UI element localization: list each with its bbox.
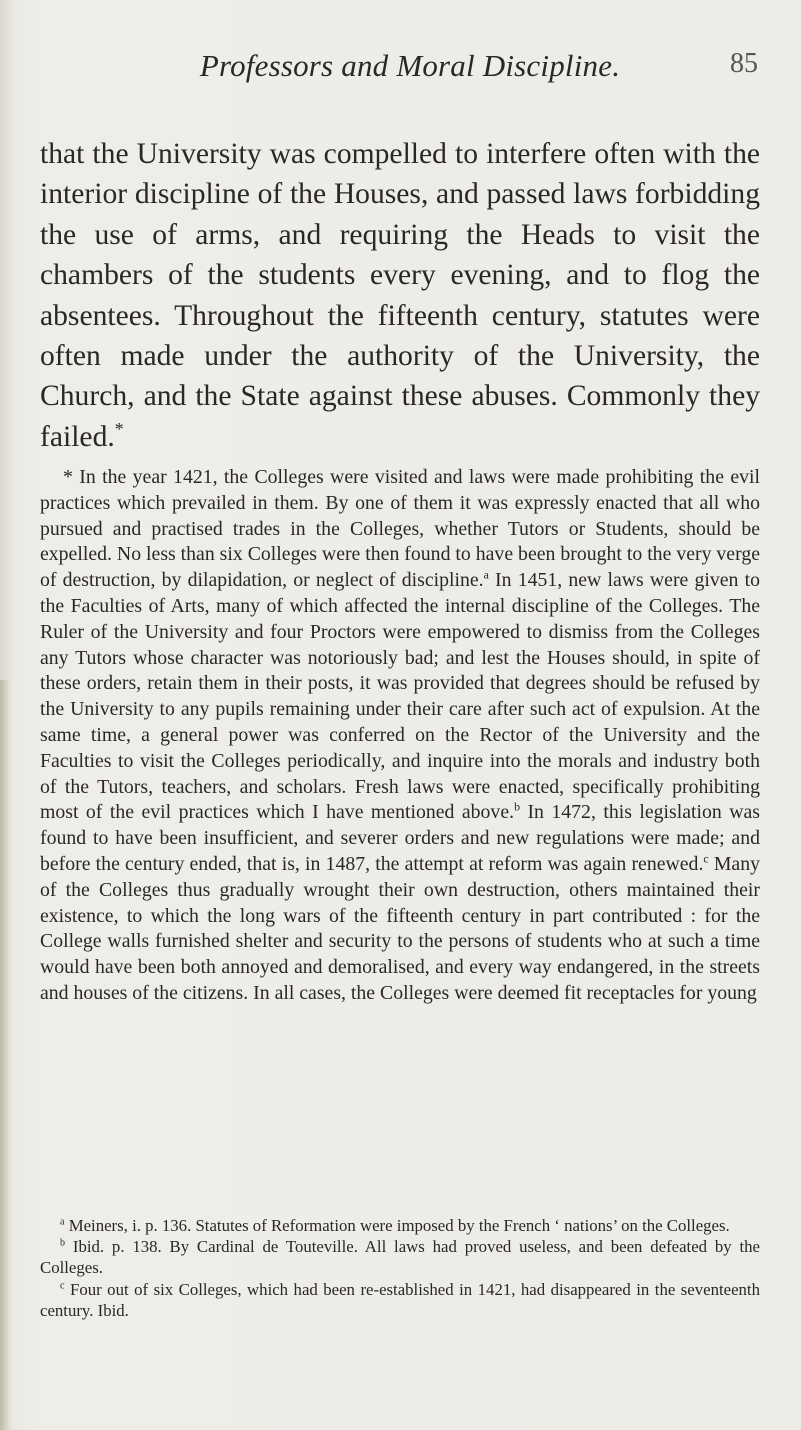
note-text: Ibid. p. 138. By Cardinal de Touteville. All laws had proved useless, and been defeated by the Colleges. [40,1237,760,1278]
footnote-text-part-4: Many of the Colleges thus gradually wrought their own destruction, others maintained their existence, to which the long wars of the fifteenth century in part contributed : for the College walls furnished shelter and security to the persons of students who at such a time would have been both annoyed and demoralised, and every way endangered, in the streets and houses of the citizens. In all cases, the Colleges were deemed fit receptacles for young [40,852,760,1004]
note-text: Meiners, i. p. 136. Statutes of Reformation were imposed by the French ‘ nations’ on the Colleges. [68,1216,730,1235]
running-title: Professors and Moral Discipline. [199,48,621,83]
reference-note [40,1279,760,1321]
main-paragraph [40,134,760,457]
reference-note [40,1215,760,1236]
binding-shadow [0,680,10,1430]
page-number: 85 [730,48,758,79]
footnote-text-part-2: In 1451, new laws were given to the Faculties of Arts, many of which affected the internal discipline of the Colleges. The Ruler of the University and four Proctors were empowered to dismiss from the Colleges any Tutors whose character was notoriously bad; and lest the Houses should, in spite of these orders, retain them in their posts, it was provided that degrees should be refused by the University to any pupils remaining under their care after such act of expulsion. At the same time, a general power was conferred on the Rector of the University and the Faculties to visit the Colleges periodically, and inquire into the morals and industry both of the Tutors, teachers, and scholars. Fresh laws were enacted, specifically prohibiting most of the evil practices which I have mentioned above. [40,569,760,824]
note-marker: c [60,1280,65,1292]
note-text: Four out of six Colleges, which had been re-established in 1421, had disappeared in the seventeenth century. Ibid. [40,1279,760,1320]
note-ref-b: b [514,799,520,814]
note-ref-a: a [483,567,489,582]
main-paragraph-text: that the University was compelled to interfere often with the interior discipline of the Houses, and passed laws forbidding the use of arms, and requiring the Heads to visit the chambers of the students every evening, and to flog the absentees. Throughout the fifteenth century, statutes were often made under the authority of the University, the Church, and the State against these abuses. Commonly they failed. [40,138,760,453]
footnote-marker: * [114,418,124,439]
reference-note [40,1236,760,1278]
footnote-text-part-3: In 1472, this legislation was found to have been insufficient, and severer orders and new regulations were made; and before the century ended, that is, in 1487, the attempt at reform was again renewed. [40,801,760,875]
footnote-marker: * [63,466,73,488]
note-marker: a [60,1216,65,1228]
footnote [40,465,760,1007]
running-head [60,48,760,88]
note-marker: b [60,1237,66,1249]
footnote-text-part-1: In the year 1421, the Colleges were visited and laws were made prohibiting the evil practices which prevailed in them. By one of them it was expressly enacted that all who pursued and practised trades in the Colleges, whether Tutors or Students, should be expelled. No less than six Colleges were then found to have been brought to the very verge of destruction, by dilapidation, or neglect of discipline. [40,466,760,592]
note-ref-c: c [703,851,709,866]
reference-notes [40,1215,760,1321]
